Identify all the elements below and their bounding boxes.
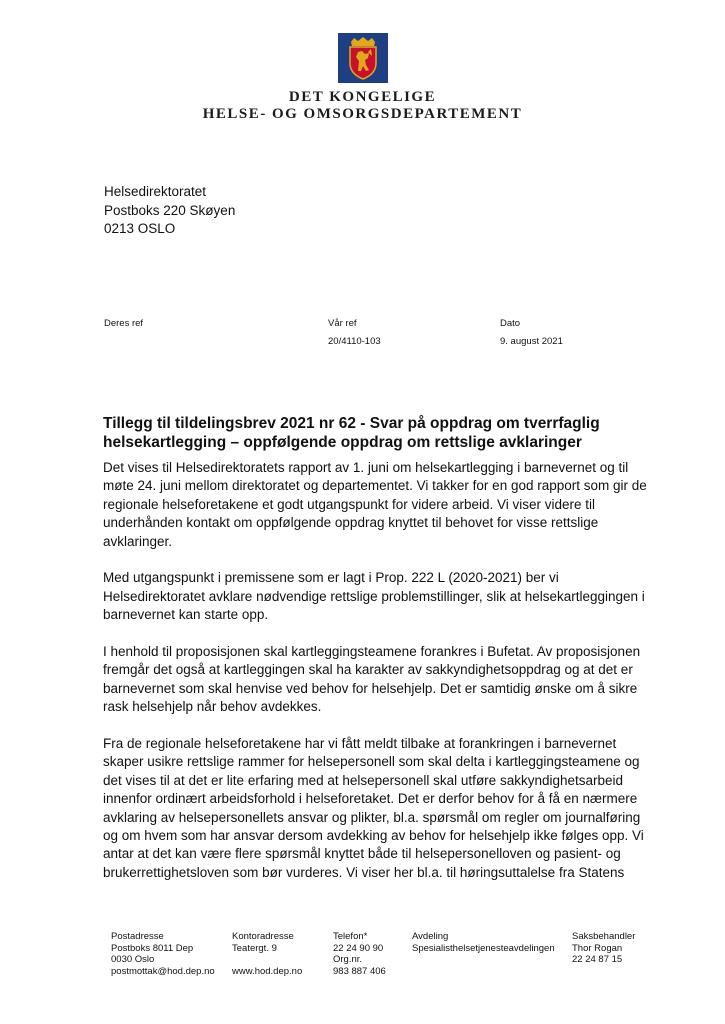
paragraph: Med utgangspunkt i premissene som er lagt i Prop. 222 L (2020-2021) ber vi Helsedirektoratet avklare nødvendige rettslige problemstillinger, slik at helsekartleggingen i barnevernet kan starte opp. bbox=[103, 570, 645, 623]
deres-ref bbox=[104, 318, 143, 330]
dato-value: 9. august 2021 bbox=[500, 336, 563, 347]
paragraph: Fra de regionale helseforetakene har vi fått meldt tilbake at forankringen i barnevernet skaper usikre rettslige rammer for helsepersonell som skal delta i kartleggingsteamene og det vises til at det er lite erfaring med at helsepersonell skal utføre sakkyndighetsarbeid innenfor ordinært arbeidsforhold i helseforetaket. Det er derfor behov for å få en nærmere avklaring av helsepersonellets ansvar og plikter, bl.a. spørsmål om regler om journalføring og om hvem som har ansvar dersom avdekking av behov for helsehjelp ikke følges opp. Vi antar at det kan være flere spørsmål knyttet både til helsepersonelloven og pasient- og brukerrettighetsloven som bør vurderes. Vi viser her bl.a. til høringsuttalelse fra Statens bbox=[103, 736, 644, 880]
kontoradresse-label: Kontoradresse bbox=[232, 931, 294, 942]
letterhead bbox=[0, 33, 725, 123]
dato-label: Dato bbox=[500, 318, 521, 329]
kontoradresse-line1: Teatergt. 9 bbox=[232, 942, 277, 954]
letter-body bbox=[103, 459, 648, 901]
paragraph: Det vises til Helsedirektoratets rapport av 1. juni om helsekartlegging i barnevernet og til møte 24. juni mellom direktoratet og departementet. Vi takker for en god rapport som gir de regionale helseforetakene et godt utgangspunkt for videre arbeid. Vi viser videre til underhånden kontakt om oppfølgende oppdrag knyttet til behovet for visse rettslige avklaringer. bbox=[103, 460, 647, 549]
telefon-value: 22 24 90 90 bbox=[333, 942, 384, 954]
orgnr-label: Org.nr. bbox=[333, 954, 363, 965]
letter-title: Tillegg til tildelingsbrev 2021 nr 62 - Svar på oppdrag om tverrfaglig helsekartlegging – oppfølgende oppdrag om rettslige avklaringer bbox=[103, 415, 600, 451]
recipient-address bbox=[104, 183, 235, 239]
footer-postadresse bbox=[111, 931, 215, 977]
saksbehandler-label: Saksbehandler bbox=[572, 931, 636, 942]
paragraph: I henhold til proposisjonen skal kartleggingsteamene forankres i Bufetat. Av proposisjonen fremgår det også at kartleggingen skal ha karakter av sakkyndighetsoppdrag og at det er barnevernet som skal henvise ved behov for helsehjelp. Det er samtidig ønske om å sikre rask helsehjelp når behov avdekkes. bbox=[103, 644, 641, 715]
kontoradresse-spacer bbox=[232, 954, 302, 966]
orgnr-value: 983 887 406 bbox=[333, 965, 386, 977]
dato bbox=[500, 318, 563, 348]
footer-saksbehandler bbox=[572, 931, 635, 966]
kontoradresse-web: www.hod.dep.no bbox=[232, 965, 303, 977]
department-name-line2: HELSE- OG OMSORGSDEPARTEMENT bbox=[202, 106, 523, 122]
deres-ref-label: Deres ref bbox=[104, 318, 144, 329]
coat-of-arms-icon bbox=[338, 33, 388, 83]
footer-avdeling bbox=[412, 931, 555, 954]
department-name-line1: DET KONGELIGE bbox=[288, 89, 437, 105]
telefon-label: Telefon* bbox=[333, 931, 368, 942]
var-ref-value: 20/4110-103 bbox=[328, 336, 381, 347]
saksbehandler-name: Thor Rogan bbox=[572, 942, 623, 954]
avdeling-value: Spesialisthelsetjenesteavdelingen bbox=[412, 942, 555, 954]
footer-telefon bbox=[333, 931, 386, 977]
saksbehandler-phone: 22 24 87 15 bbox=[572, 954, 623, 965]
postadresse-label: Postadresse bbox=[111, 931, 164, 942]
recipient-street: Postboks 220 Skøyen bbox=[104, 202, 236, 218]
avdeling-label: Avdeling bbox=[412, 931, 449, 942]
postadresse-email: postmottak@hod.dep.no bbox=[111, 965, 215, 977]
postadresse-line1: Postboks 8011 Dep bbox=[111, 942, 194, 954]
var-ref bbox=[328, 318, 381, 348]
recipient-name: Helsedirektoratet bbox=[104, 184, 207, 199]
recipient-city: 0213 OSLO bbox=[104, 221, 176, 236]
footer-kontoradresse bbox=[232, 931, 302, 977]
postadresse-line2: 0030 Oslo bbox=[111, 954, 155, 965]
var-ref-label: Vår ref bbox=[328, 318, 357, 329]
